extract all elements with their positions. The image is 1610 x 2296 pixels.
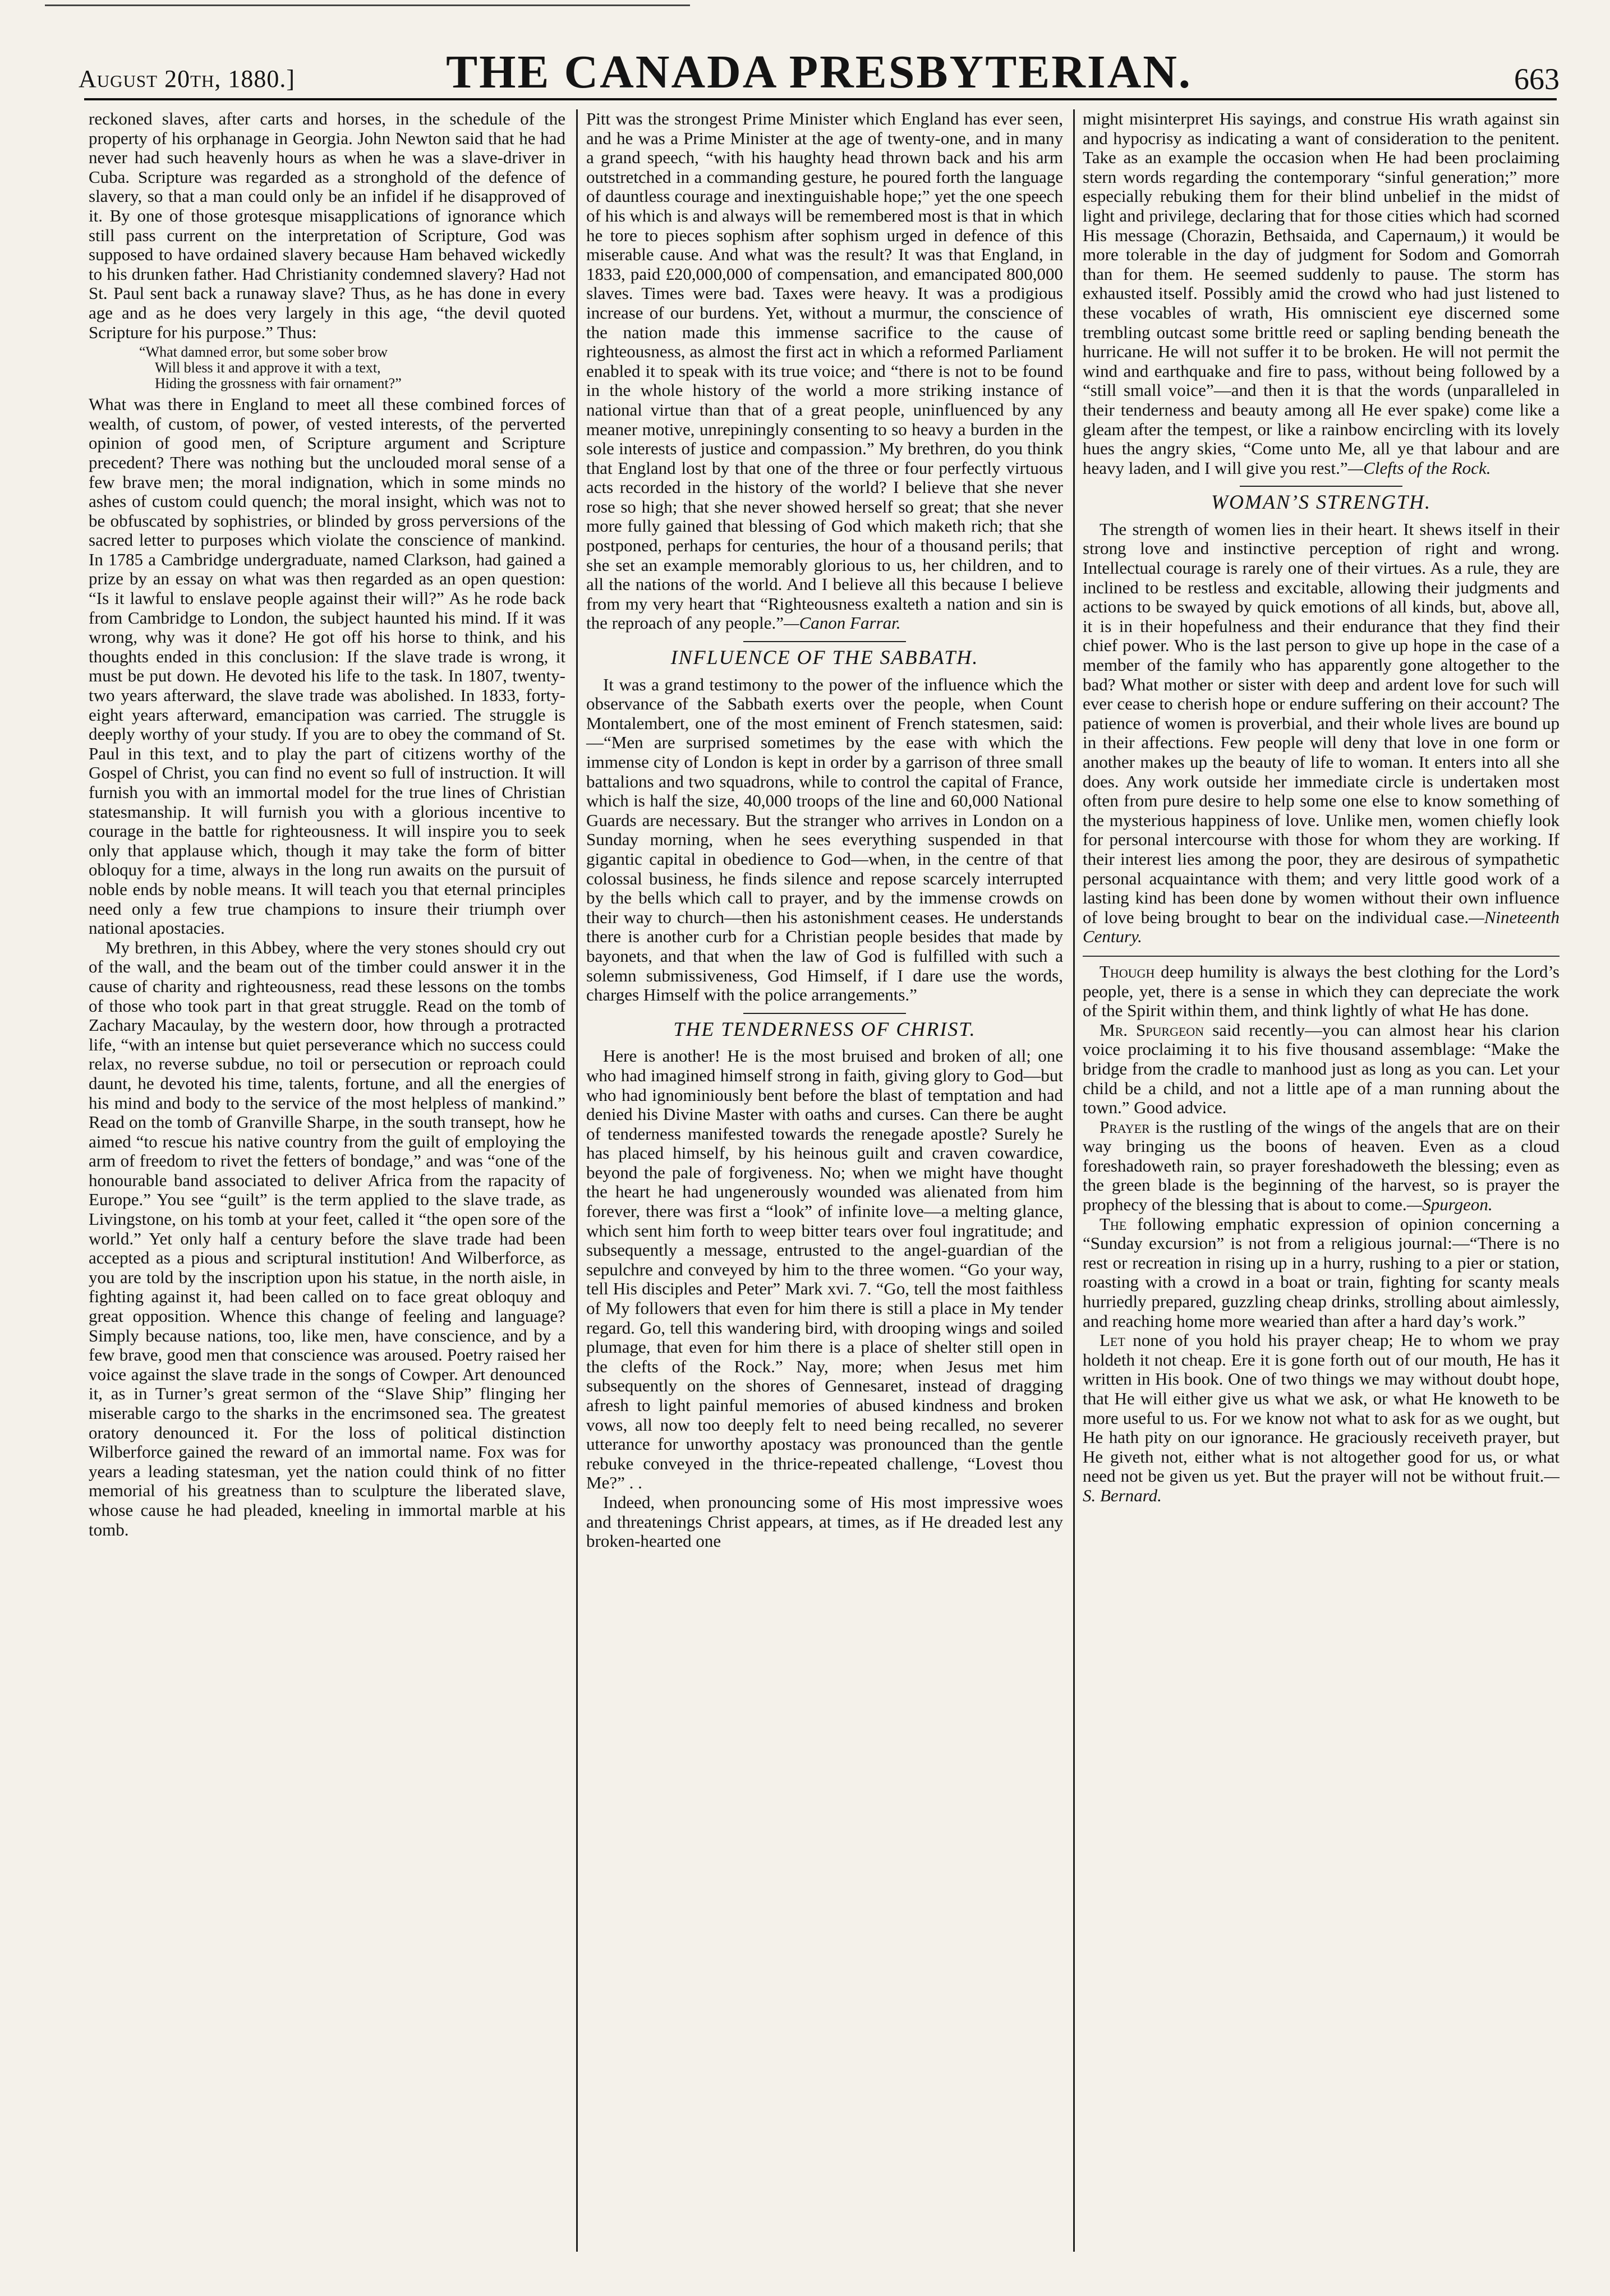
section-divider bbox=[1240, 486, 1402, 487]
paragraph-text: said recently—you can almost hear his clarion voice proclaiming it to his five thousand assemblage: “Make the bridge from the cradle to manhood just as long as you can. Let your child be a child, and not a little ape of a man running about the town.” Good advice. bbox=[1083, 1020, 1560, 1118]
header-rule bbox=[84, 98, 1557, 100]
column-1 bbox=[89, 109, 565, 1539]
issue-date: August 20th, 1880.] bbox=[79, 65, 296, 93]
paragraph-text: deep humility is always the best clothing for the Lord’s people, yet, there is a sense in which they can depreciate the work of the Spirit within them, and think lightly of what He has done. bbox=[1083, 961, 1560, 1021]
lead-word: The bbox=[1100, 1214, 1127, 1234]
lead-word: Though bbox=[1100, 961, 1155, 981]
verse-line: Will bless it and approve it with a text, bbox=[155, 359, 381, 376]
article-paragraph: Indeed, when pronouncing some of His most impressive woes and threatenings Christ appears, at times, as if He dreaded lest any broken-hearted one bbox=[586, 1492, 1063, 1551]
newspaper-title: THE CANADA PRESBYTERIAN. bbox=[446, 46, 1192, 98]
article-paragraph bbox=[1083, 1118, 1560, 1215]
section-divider bbox=[743, 641, 906, 642]
article-paragraph: Here is another! He is the most bruised and broken of all; one who had imagined himself strong in faith, giving glory to God—but who had ignominiously bent before the blast of temptation and had denied his Divine Master with oaths and curses. Can there be aught of tenderness manifested towards the renegade apostle? Surely he has placed himself, by his heinous guilt and craven cowardice, beyond the pale of forgiveness. No; when we might have thought the heart he had ungenerously wounded was alienated from him forever, there was first a “look” of infinite love—a melting glance, which sent him forth to weep bitter tears over foul ingratitude; and subsequently a message, entrusted to the angel-guardian of the sepulchre and conveyed by him to the three women. “Go your way, tell His disciples and Peter” Mark xvi. 7. “Go, tell the most faithless of My followers that even for him there is still a place in My tender regard. Go, tell this wandering bird, with drooping wings and soiled plumage, that even for him there is a place of shelter still open in the clefts of the Rock.” Nay, more; when Jesus met him subsequently on the shores of Gennesaret, instead of dragging afresh to light painful memories of abused kindness and broken vows, all now too deeply felt to need being recalled, no severer utterance for unworthy apostacy was pronounced than the gentle rebuke conveyed in the thrice-repeated challenge, “Lovest thou Me?” . . bbox=[586, 1046, 1063, 1493]
article-credit: —S. Bernard. bbox=[1083, 1466, 1560, 1505]
page-number: 663 bbox=[1514, 62, 1560, 96]
column-2 bbox=[586, 109, 1063, 1551]
section-title: INFLUENCE OF THE SABBATH. bbox=[670, 646, 979, 669]
verse-line: Hiding the grossness with fair ornament?” bbox=[155, 375, 402, 392]
paragraph-text: following emphatic expression of opinion concerning a “Sunday excursion” is not from a religious journal:—“There is no rest or recreation in rising up in a hurry, rushing to a pier or station, roasting with a crowd in a boat or train, fighting for scanty meals hurriedly prepared, guzzling cheap drinks, strolling about aimlessly, and reaching home more wearied than after a hard day’s work.” bbox=[1083, 1214, 1560, 1331]
paragraph-text: none of you hold his prayer cheap; He to whom we pray holdeth it not cheap. Ere it is gone forth out of our mouth, He has it written in His book. One of two things we may without doubt hope, that He will either give us what we ask, or what He knoweth to be more useful to us. For we know not what to ask for as we ought, but He hath pity on our ignorance. He graciously receiveth prayer, but He giveth not, either what is not altogether good for us, or what need not be given us yet. But the prayer will not be without fruit. bbox=[1083, 1330, 1560, 1486]
section-title: WOMAN’S STRENGTH. bbox=[1211, 491, 1431, 514]
article-credit: —Nineteenth Century. bbox=[1083, 907, 1560, 947]
article-paragraph bbox=[1083, 962, 1560, 1021]
verse-line: “What damned error, but some sober brow bbox=[139, 344, 388, 361]
masthead bbox=[79, 34, 1560, 101]
article-paragraph bbox=[586, 109, 1063, 633]
column-divider bbox=[1073, 109, 1075, 2252]
section-divider bbox=[1083, 956, 1560, 957]
top-border-line bbox=[45, 4, 690, 6]
paragraph-text: The strength of women lies in their heart. It shews itself in their strong love and instinctive perception of right and wrong. Intellectual courage is rarely one of their virtues. As a rule, they are inclined to be restless and excitable, allowing their judgments and actions to be swayed by quick emotions of all kinds, but, above all, it is in their hopefulness and their endurance that they find their chief power. Who is the last person to give up hope in the case of a member of the family who has apparently gone altogether to the bad? What mother or sister with deep and ardent love for such will ever cease to cherish hope or endure suffering on their account? The patience of women is proverbial, and their whole lives are bound up in their affections. Few people will deny that love in one form or another makes up the beauty of life to woman. It enters into all she does. Any work outside her immediate circle is undertaken most often from pure desire to help some one else to know something of the mysterious happiness of love. Unlike men, women chiefly look for personal intercourse with those for whom they are working. If their interest lies among the poor, they are desirous of sympathetic personal acquaintance with them; and very little good work of a lasting kind has been done by women without their own influence of love being brought to bear on the individual case. bbox=[1083, 519, 1560, 927]
article-paragraph bbox=[1083, 1331, 1560, 1505]
column-3 bbox=[1083, 109, 1560, 1506]
paragraph-text: might misinterpret His sayings, and construe His wrath against sin and hypocrisy as indicating a want of consideration to the penitent. Take as an example the occasion when He had been proclaiming stern words regarding the contemporary “sinful generation;” more especially rebuking them for their blind unbelief in the midst of light and privilege, declaring that for those cities which had scorned His message (Chorazin, Bethsaida, and Capernaum,) it would be more tolerable in the day of judgment for Sodom and Gomorrah than for them. He seemed suddenly to pause. The storm has exhausted itself. Possibly amid the crowd who had just listened to these vocables of wrath, His omniscient eye discerned some trembling outcast some brittle reed or sapling bending beneath the hurricane. He will not suffer it to be broken. He will not permit the wind and earthquake and fire to pass, without being followed by a “still small voice”—and then it is that the words (unparalleled in their tenderness and beauty among all He ever spake) come like a gleam after the tempest, or like a rainbow encircling with its lovely hues the angry skies, “Come unto Me, all ye that labour and are heavy laden, and I will give you rest.” bbox=[1083, 109, 1560, 478]
verse-quote bbox=[139, 344, 565, 391]
lead-word: Let bbox=[1100, 1330, 1125, 1350]
article-paragraph: My brethren, in this Abbey, where the very stones should cry out of the wall, and the beam out of the timber could answer it in the cause of charity and righteousness, read these lessons on the tombs of those who took part in that great struggle. Read on the tomb of Zachary Macaulay, by the western door, how through a protracted life, “with an intense but quiet perseverance which no success could relax, no reverse subdue, no toil or persecution or reproach could daunt, he devoted his time, talents, fortune, and all the energies of his mind and body to the service of the most helpless of mankind.” Read on the tomb of Granville Sharpe, in the south transept, how he aimed “to rescue his native country from the guilt of employing the arm of freedom to rivet the fetters of bondage,” and was “one of the honourable band associated to deliver Africa from the rapacity of Europe.” You see “guilt” is the term applied to the slave trade, as Livingstone, on his tomb at your feet, called it “the open sore of the world.” Yet only half a century before the slave trade had been accepted as a pious and scriptural institution! And Wilberforce, as you are told by the inscription upon his statue, in the north aisle, in fighting against it, had been called on to face great obloquy and great opposition. Whence this change of feeling and language? Simply because nations, too, like men, have conscience, and by a few brave, good men that conscience was aroused. Poetry raised her voice against the slave trade in the songs of Cowper. Art denounced it, as in Turner’s great sermon of the “Slave Ship” flinging her miserable cargo to the sharks in the encrimsoned sea. The greatest oratory denounced it. For the loss of political distinction Wilberforce gained the reward of an immortal name. Fox was for years a leading statesman, yet the nation could think of no fitter memorial of his greatness than to sculpture the liberated slave, whose cause he had pleaded, kneeling in immortal marble at his tomb. bbox=[89, 937, 565, 1539]
lead-word: Prayer bbox=[1100, 1117, 1150, 1137]
article-paragraph bbox=[1083, 109, 1560, 478]
article-paragraph bbox=[1083, 520, 1560, 947]
article-paragraph bbox=[1083, 1215, 1560, 1331]
article-paragraph: What was there in England to meet all these combined forces of wealth, of custom, of power, of vested interests, of the perverted opinion of good men, of Scripture argument and Scripture precedent? There was nothing but the unclouded moral sense of a few brave men; the moral indignation, which in some minds no ashes of custom could quench; the moral insight, which was not to be obfuscated by sophistries, or blinded by gross perversions of the sacred letter to purposes which violate the conscience of mankind. In 1785 a Cambridge undergraduate, named Clarkson, had gained a prize by an essay on what was then regarded as an open question: “Is it lawful to enslave people against their will?” As he rode back from Cambridge to London, the subject haunted his mind. If it was wrong, why was it done? He got off his horse to think, and his thoughts ended in this conclusion: If the slave trade is wrong, it must be put down. He devoted his life to the task. In 1807, twenty-two years afterward, the slave trade was abolished. In 1833, forty-eight years afterward, emancipation was carried. The struggle is deeply worthy of your study. If you are to obey the command of St. Paul in this text, and to play the part of citizens worthy of the Gospel of Christ, you can find no event so full of instruction. It will furnish you with an immortal model for the true lines of Christian statesmanship. It will furnish you with a glorious incentive to courage in the battle for righteousness. It will inspire you to seek only that applause which, though it may take the form of bitter obloquy for a time, always in the long run awaits on the pursuit of noble ends by noble means. It will teach you that eternal principles need only a few true champions to insure their triumph over national apostacies. bbox=[89, 394, 565, 938]
paragraph-text: is the rustling of the wings of the angels that are on their way bringing us the boons of heaven. Even as a cloud foreshadoweth rain, so prayer foreshadoweth the blessing; even as the green blade is the beginning of the harvest, so is prayer the prophecy of the blessing that is about to come. bbox=[1083, 1117, 1560, 1215]
section-title: THE TENDERNESS OF CHRIST. bbox=[673, 1017, 976, 1040]
column-divider bbox=[576, 109, 578, 2252]
article-credit: —Clefts of the Rock. bbox=[1347, 458, 1491, 478]
paragraph-text: Pitt was the strongest Prime Minister which England has ever seen, and he was a Prime Minister at the age of twenty-one, and in many a grand speech, “with his haughty head thrown back and his arm outstretched in a commanding gesture, he poured forth the language of dauntless courage and inextinguishable hope;” yet the one speech of his which is and always will be remembered most is that in which he tore to pieces sophism after sophism urged in defence of this miserable cause. And what was the result? It was that England, in 1833, paid £20,000,000 of compensation, and emancipated 800,000 slaves. Times were bad. Taxes were heavy. It was a prodigious increase of our burdens. Yet, without a murmur, the conscience of the nation made this immense sacrifice to the cause of righteousness, as almost the first act in which a reformed Parliament enabled it to speak with its true voice; and “there is not to be found in the whole history of the world a more striking instance of national virtue than that of a great people, uninfluenced by any meaner motive, unrepiningly consenting to so heavy a burden in the sole interests of justice and compassion.” My brethren, do you think that England lost by that one of the three or four perfectly virtuous acts recorded in the history of the world? I believe that she never rose so high; that she never showed herself so great; that she never more fully gained that blessing of God which maketh rich; that she postponed, perhaps for centuries, the hour of a thousand perils; that she set an example memorably glorious to us, her children, and to all the nations of the world. And I believe all this because I believe from my very heart that “Righteousness exalteth a nation and sin is the reproach of any people.” bbox=[586, 109, 1063, 633]
lead-word: Mr. Spurgeon bbox=[1100, 1020, 1204, 1040]
section-divider bbox=[743, 1013, 906, 1014]
article-paragraph bbox=[1083, 1021, 1560, 1118]
article-paragraph: reckoned slaves, after carts and horses, in the schedule of the property of his orphanage in Georgia. John Newton said that he had never had such heavenly hours as when he was a slave-driver in Cuba. Scripture was regarded as a stronghold of the defence of slavery, so that a man could only be an infidel if he disapproved of it. By one of those grotesque misapplications of ignorance which still pass current on the interpretation of Scripture, God was supposed to have ordained slavery because Ham behaved wickedly to his drunken father. Had Christianity condemned slavery? Had not St. Paul sent back a runaway slave? Thus, as he has done in every age and as he does very largely in this age, “the devil quoted Scripture for his purpose.” Thus: bbox=[89, 109, 565, 342]
article-credit: —Spurgeon. bbox=[1406, 1195, 1493, 1215]
article-credit: —Canon Farrar. bbox=[784, 613, 901, 633]
article-paragraph: It was a grand testimony to the power of the influence which the observance of the Sabbath exerts over the people, when Count Montalembert, one of the most eminent of French statesmen, said:—“Men are surprised sometimes by the ease with which the immense city of London is kept in order by a garrison of three small battalions and two squadrons, while to control the capital of France, which is half the size, 40,000 troops of the line and 60,000 National Guards are necessary. But the stranger who arrives in London on a Sunday morning, when he sees everything suspended in that gigantic capital in obedience to God—when, in the centre of that colossal business, he finds silence and repose scarcely interrupted by the bells which call to prayer, and by the immense crowds on their way to church—then his astonishment ceases. He understands there is another curb for a Christian people besides that made by bayonets, and that when the law of God is fulfilled with such a solemn submissiveness, God Himself, if I dare use the words, charges Himself with the police arrangements.” bbox=[586, 674, 1063, 1005]
